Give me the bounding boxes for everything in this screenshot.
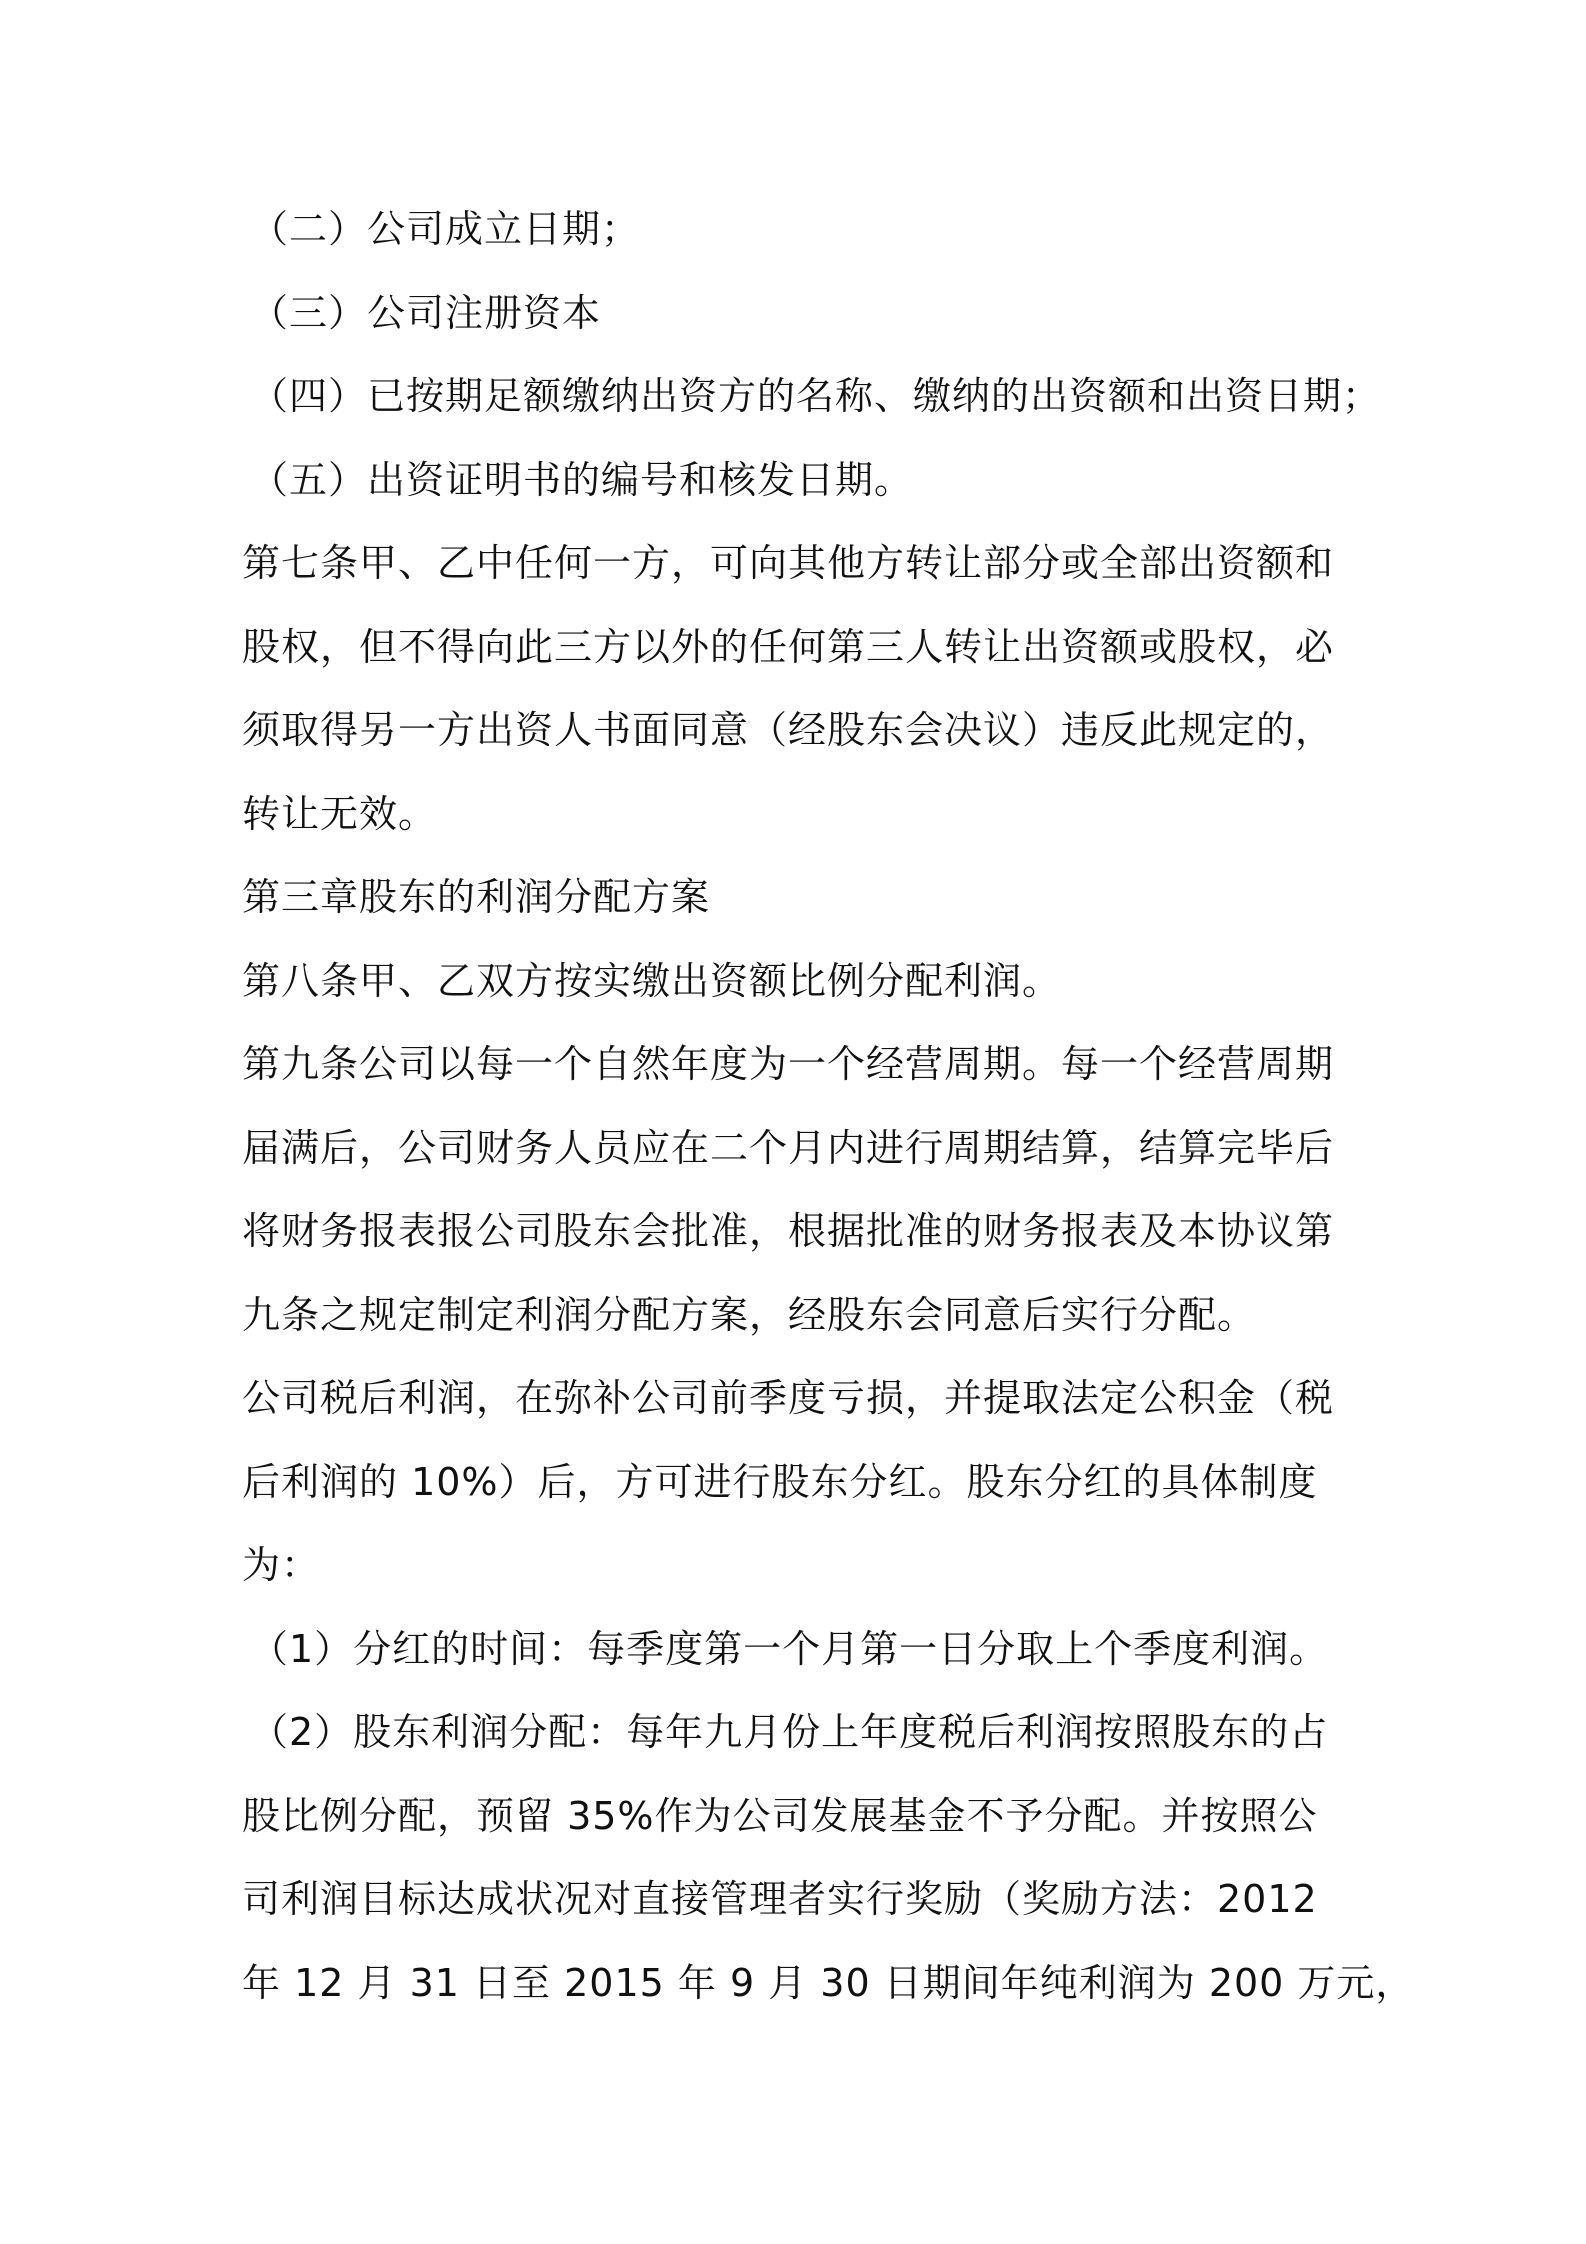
paragraph-line: 第八条甲、乙双方按实缴出资额比例分配利润。 <box>242 958 1062 1003</box>
paragraph-line: 公司税后利润，在弥补公司前季度亏损，并提取法定公积金（税 <box>242 1376 1335 1420</box>
document-body <box>242 188 1415 2025</box>
paragraph-line: 股权，但不得向此三方以外的任何第三人转让出资额或股权，必 <box>242 624 1335 669</box>
list-item: （五）出资证明书的编号和核发日期。 <box>250 457 914 502</box>
list-item: （四）已按期足额缴纳出资方的名称、缴纳的出资额和出资日期； <box>250 374 1382 418</box>
paragraph-line: 股比例分配，预留 35%作为公司发展基金不予分配。并按照公 <box>242 1793 1318 1838</box>
chapter-heading: 第三章股东的利润分配方案 <box>242 875 711 919</box>
paragraph-line: 九条之规定制定利润分配方案，经股东会同意后实行分配。 <box>242 1292 1257 1337</box>
paragraph-line: 第七条甲、乙中任何一方，可向其他方转让部分或全部出资额和 <box>242 541 1335 585</box>
list-item: （2）股东利润分配：每年九月份上年度税后利润按照股东的占 <box>250 1710 1329 1754</box>
paragraph-line: 为： <box>242 1543 321 1587</box>
list-item: （1）分红的时间：每季度第一个月第一日分取上个季度利润。 <box>250 1626 1329 1671</box>
paragraph-line: 年 12 月 31 日至 2015 年 9 月 30 日期间年纯利润为 200 万元， <box>242 1960 1415 2005</box>
paragraph-line: 届满后，公司财务人员应在二个月内进行周期结算，结算完毕后 <box>242 1125 1335 1170</box>
paragraph-line: 将财务报表报公司股东会批准，根据批准的财务报表及本协议第 <box>242 1209 1335 1253</box>
list-item: （三）公司注册资本 <box>250 290 602 335</box>
list-item: （二）公司成立日期； <box>250 207 641 251</box>
paragraph-line: 转让无效。 <box>242 791 438 836</box>
paragraph-line: 第九条公司以每一个自然年度为一个经营周期。每一个经营周期 <box>242 1042 1335 1086</box>
paragraph-line: 后利润的 10%）后，方可进行股东分红。股东分红的具体制度 <box>242 1459 1318 1504</box>
paragraph-line: 司利润目标达成状况对直接管理者实行奖励（奖励方法：2012 <box>242 1877 1318 1921</box>
paragraph-line: 须取得另一方出资人书面同意（经股东会决议）违反此规定的， <box>242 708 1335 752</box>
